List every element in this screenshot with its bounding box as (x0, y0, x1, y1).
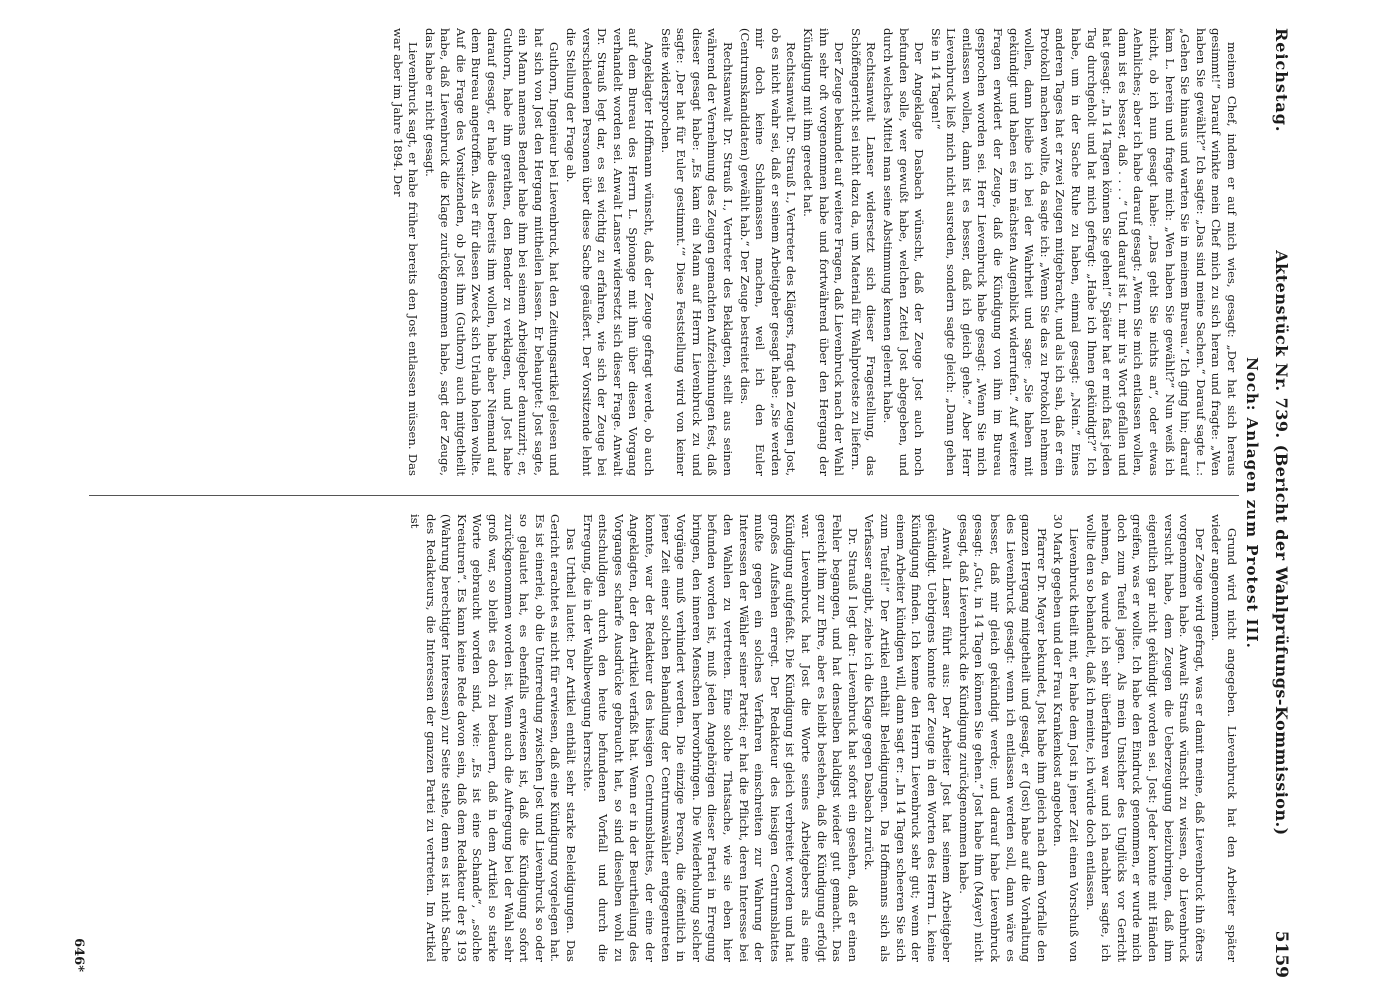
page-number: 5159 (1271, 930, 1291, 978)
text-column-left (77, 28, 1239, 476)
sheet-signature: 646* (71, 938, 86, 972)
text-column-right (77, 514, 1239, 962)
paragraph: Anwalt Lanser führt aus: Der Arbeiter Jost hat seinem Arbeitgeber gekündigt. Uebrigens konnte der Zeuge in den Worten des Herrn L. keine Kündigung finden. Ich kenne den Herrn Lievenbruck sehr gut; wenn der einem Arbeiter kündigen will, dann sagt er: „In 14 Tagen scheeren Sie sich zum Teufel!“ Der Artikel enthält Beleidigungen. Da Hoffmanns sich als Verfasser angibt, ziehe ich die Klage gegen Dasbach zurück. (862, 514, 955, 962)
paragraph: Der Angeklagte Dasbach wünscht, daß der Zeuge Jost auch noch befunden solle, wer gewußt habe, welchen Zettel Jost abgegeben, und durch welches Mittel man seine Abstimmung kennen gelernt habe. (880, 28, 927, 476)
paragraph: Das Urtheil lautet: Der Artikel enthält sehr starke Beleidigungen. Das Gericht erachtet es nicht für erwiesen, daß eine Kündigung vorgelegen hat. Es ist einerlei, ob die Unterredung zwischen Jost und Lievenbruck so oder so gelautet hat, es ebenfalls erwiesen ist, daß die Kündigung sofort zurückgenommen worden ist. Wenn auch die Aufregung bei der Wahl sehr groß war, so bleibt es doch zu bedauern, daß in dem Artikel so starke Worte gebraucht worden sind, wie: „Es ist eine Schande“, „solche Kreaturen“. Es kann keine Rede davon sein, daß dem Redakteur der § 193 (Wahrung berechtigter Interessen) zur Seite stehe, denn es ist nicht Sache des Redakteurs, die Interessen der ganzen Partei zu vertreten. Im Artikel ist (408, 514, 579, 962)
running-head-left: Reichstag. (1272, 28, 1291, 133)
paragraph: Der Zeuge wird gefragt, was er damit meine, daß Lievenbruck ihn öfters vorgenommen habe. Anwalt Strauß wünscht zu wissen, ob Lievenbruck versucht habe, dem Zeugen die Ueberzeugung beizubringen, daß ihm eigentlich gar nicht gekündigt worden sei. Jost: Jeder konnte mit Händen greifen, was er wollte. Ich habe den Eindruck genommen, er wurde mich doch zum Teufel jagen. Als mein Unsicher des Unglücks vor Gericht nehmen, da wurde ich sehr überfahren war und ich nachher sagte, ich wollte den so behandelt, daß ich meinte, ich würde doch entlassen. (1083, 514, 1207, 962)
paragraph: Guthorn, Ingenieur bei Lievenbruck, hat den Zeitungsartikel gelesen und hat sich von Jost den Hergang mittheilen lassen. Er behauptet: Jost sagte, ein Mann namens Bender habe ihm bei seinem Arbeitgeber denunzirt; er, Guthorn, habe ihm gerathen, den Bender zu verklagen, und Jost habe darauf gesagt, er habe dieses bereits ihm wollen, habe aber Niemand auf dem Bureau angetroffen. Als er für diesen Zweck sich Urlaub holen wollte. Auf die Frage des Vorsitzenden, ob Jost ihm (Guthorn) auch mitgetheilt habe, daß Lievenbruck die Klage zurückgenommen habe, sagt der Zeuge, das habe er nicht gesagt. (422, 28, 562, 476)
paragraph: Angeklagter Hoffmann wünscht, daß der Zeuge gefragt werde, ob auch auf dem Bureau des Herrn L. Spionage mit ihm über diesen Vorgang verhandelt worden sei. Anwalt Lanser widersetzt sich dieser Frage. Anwalt Dr. Strauß legt dar, es sei wichtig zu erfahren, wie sich der Zeuge bei verschiedenen Personen über diese Sache geäußert. Der Vorsitzende lehnt die Stellung der Frage ab. (564, 28, 657, 476)
paragraph: meinem Chef, indem er auf mich wies, gesagt: „Der hat sich heraus gesimmt!“ Darauf winkte mein Chef mich zu sich heran und fragte: „Wen haben Sie gewählt?“ Ich sagte: „Das sind meine Sachen.“ Darauf sagte L.: „Gehen Sie hinaus und warten Sie in meinem Bureau.“ Ich ging hin; darauf kam L. herein und fragte mich: „Wen haben Sie gewählt?“ Nun weiß ich nicht, ob ich nun gesagt habe: „Das geht Sie nichts an“, oder etwas Aehnliches; aber ich habe darauf gesagt: „Wenn Sie mich entlassen wollen, dann ist es besser, daß . . . .“ Und darauf ist L. mir in's Wort gefallen und hat gesagt: „In 14 Tagen können Sie gehen!“ Später hat er mich fast jeden Tag durchgeholt und hat mich gefragt: „Habe ich Ihnen gekündigt?“ Ich habe, um in der Sache Ruhe zu haben, einmal gesagt: „Nein.“ Eines anderen Tages hat er zwei Zeugen mitgebracht, und als ich sah, daß er ein Protokoll machen wollte, da sagte ich: „Wenn Sie das zu Protokoll nehmen wollen, dann bleibe ich bei der Wahrheit und sage: „Sie haben mit gekündigt und haben es im nächsten Augenblick widerrufen.“ Auf weitere Fragen erwidert der Zeuge, daß die Kündigung von ihm im Bureau gesprochen worden sei. Herr Lievenbruck habe gesagt: „Wenn Sie mich entlassen wollen, dann ist es besser, daß ich gleich gehe.“ Aber Herr Lievenbruck ließ mich nicht ausreden, sondern sagte gleich: „Dann gehen Sie in 14 Tagen!“ (928, 28, 1239, 476)
paragraph: Lievenbruck theilt mit, er habe dem Jost in jener Zeit einen Vorschuß von 30 Mark gegeben und der Frau Krankenkost angeboten. (1051, 514, 1082, 962)
paragraph: Grund wird nicht angegeben. Lievenbruck hat den Arbeiter später wieder angenommen. (1209, 514, 1239, 962)
paragraph: Dr. Strauß I legt dar: Lievenbruck hat sofort ein gesehen, daß er einen Fehler begangen, und hat denselben baldigst wieder gut gemacht. Das gereicht ihm zur Ehre, aber es bleibt bestehen, daß die Kündigung erfolgt war. Lievenbruck hat Jost die Worte seines Arbeitgebers als eine Kündigung aufgefaßt. Die Kündigung ist gleich verbreitet worden und hat großes Aufsehen erregt. Der Redakteur des hiesigen Centrumsblattes mußte gegen ein solches Verfahren einschreiten zur Wahrung der Interessen der Wähler seiner Partei; er hat die Pflicht, deren Interesse bei den Wahlen zu vertreten. Eine solche Thatsache, wie sie eben hier befunden worden ist, muß jeden Angehörigen dieser Partei in Erregung bringen, den inneren Menschen hervorbringen. Die Wiederholung solcher Vorgänge muß verhindert werden. Die einzige Person, die öffentlich in jener Zeit einer solchen Behandlung der Centrumswähler entgegentreten konnte, war der Redakteur des hiesigen Centrumsblattes, der eine der Angeklagten, der den Artikel verfaßt hat. Wenn er in der Beurtheilung des Vorganges scharfe Ausdrücke gebraucht hat, so sind dieselben wohl zu entschuldigen durch den heute befundenen Vorfall und durch die Erregung, die in der Wahlbewegung herrschte. (580, 514, 860, 962)
running-head-title: Aktenstück Nr. 739. (Bericht der Wahlprüfungs-Kommission.) (1272, 250, 1291, 836)
running-head (1265, 28, 1293, 978)
column-divider (89, 495, 1239, 496)
paragraph: Der Zeuge bekundet auf weitere Fragen, daß Lievenbruck nach der Wahl ihn sehr oft vorgenommen habe und fortwährend über den Hergang der Kündigung mit ihm geredet hat. (800, 28, 847, 476)
paragraph: Rechtsanwalt Dr. Strauß I., Vertreter des Beklagten, stellt aus seinen während der Vernehmung des Zeugen gemachten Aufzeichnungen fest, daß dieser gesagt habe: „Es kam ein Mann auf Herrn Lievenbruck zu und sagte: ‚Der hat für Euler gestimmt.‘“ Diese Feststellung wird von keiner Seite widersprochen. (658, 28, 735, 476)
paragraph: Rechtsanwalt Dr. Strauß I., Vertreter des Klägers, fragt den Zeugen Jost, ob es nicht wahr sei, daß er seinem Arbeitgeber gesagt habe: „Sie werden mir doch keine Schlamassen machen, weil ich den Euler (Centrumskandidaten) gewählt hab.“ Der Zeuge bestreitet dies. (737, 28, 799, 476)
paragraph: Lievenbruck sagt, er habe früher bereits den Jost entlassen müssen. Das war aber im Jahre 1894. Der (390, 28, 421, 476)
paragraph: Rechtsanwalt Lanser widersetzt sich dieser Fragestellung, das Schöffengericht sei nicht dazu da, um Material für Wahlproteste zu liefern. (848, 28, 879, 476)
document-page (71, 28, 1293, 978)
section-subheading: Noch: Anlagen zum Protest III. (1243, 357, 1261, 649)
paragraph: Pfarrer Dr. Mayer bekundet, Jost habe ihm gleich nach dem Vorfalle den ganzen Hergang mitgetheilt und gesagt, er (Jost) habe auf die Vorhaltung des Lievenbruck gesagt: wenn ich entlassen werden soll, dann wäre es besser, daß mir gleich gekündigt werde; und darauf habe Lievenbruck gesagt: „Gut, in 14 Tagen können Sie gehen.“ Jost habe ihm (Mayer) nicht gesagt, daß Lievenbruck die Kündigung zurückgenommen habe. (956, 514, 1049, 962)
